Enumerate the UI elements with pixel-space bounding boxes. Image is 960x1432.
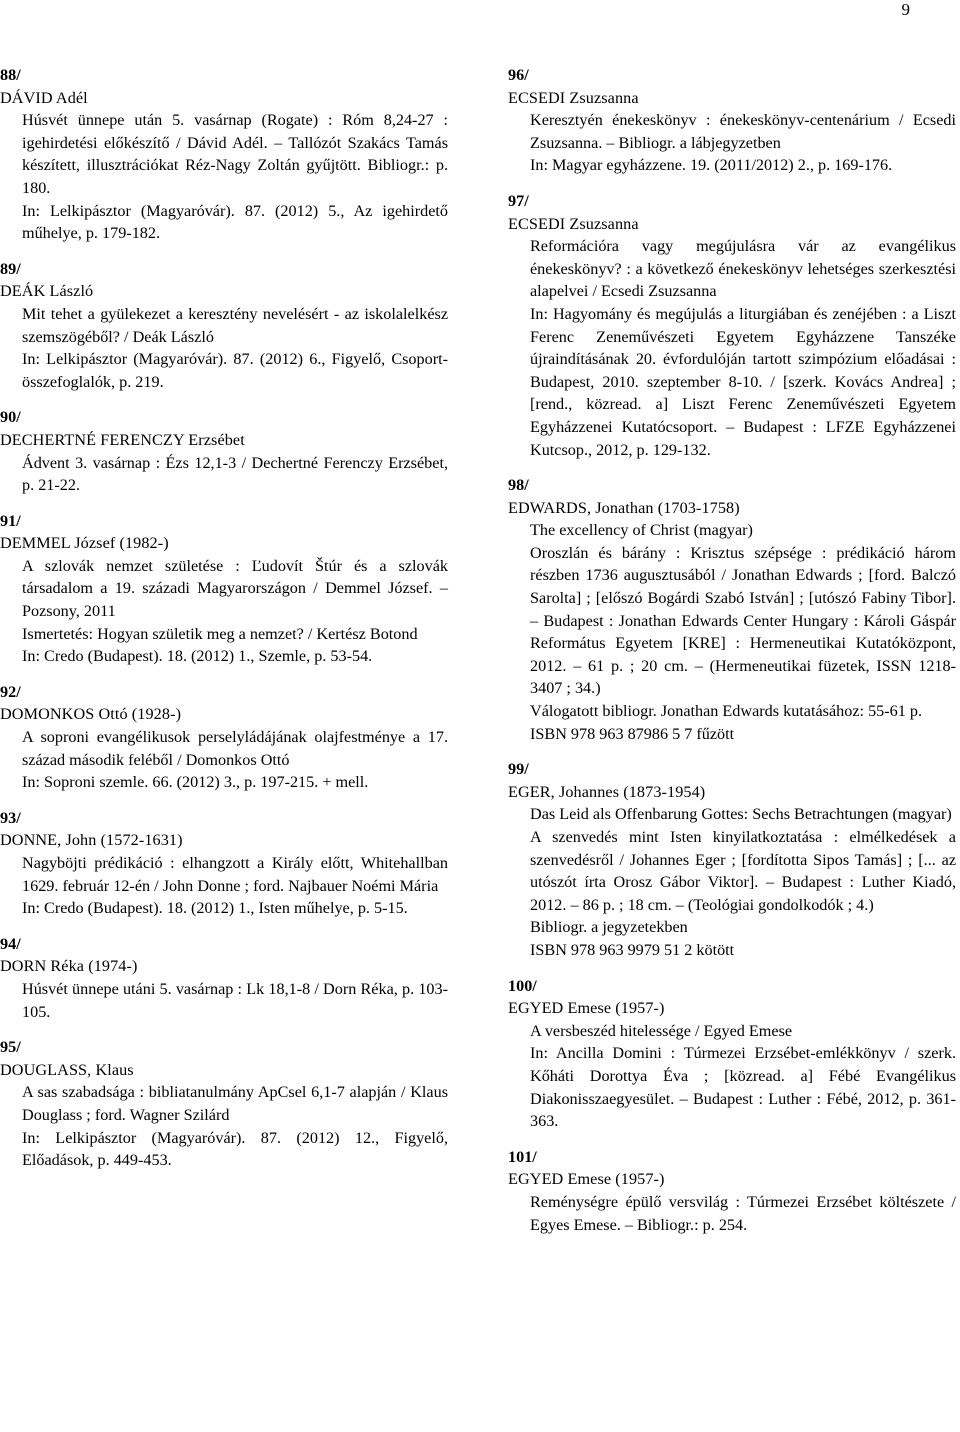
entry-number: 98/ — [508, 476, 529, 495]
entry-number: 95/ — [0, 1038, 21, 1057]
bibliography-entry — [508, 758, 956, 961]
bibliography-entry — [0, 510, 448, 668]
entry-number: 99/ — [508, 760, 529, 779]
bibliography-entry — [508, 975, 956, 1133]
entry-number: 90/ — [0, 408, 21, 427]
bibliography-entry — [0, 807, 448, 920]
entry-text: Húsvét ünnepe után 5. vasárnap (Rogate) : Róm 8,24-27 : igehirdetési előkészítő / Dávid Adél. – Tallózót Szakács Tamás készített, illusztrációkat Réz-Nagy Zoltán gyűjtött. Bibliogr.: p. 180. — [22, 111, 448, 197]
entry-number: 100/ — [508, 976, 537, 995]
entry-text: In: Lelkipásztor (Magyaróvár). 87. (2012) 6., Figyelő, Csoport-összefoglalók, p. 219. — [22, 350, 448, 391]
entry-author: DORN Réka (1974-) — [0, 957, 138, 976]
entry-author: ECSEDI Zsuzsanna — [508, 88, 639, 107]
bibliography-entry — [0, 258, 448, 394]
entry-author: DEÁK László — [0, 282, 94, 301]
entry-text: Nagyböjti prédikáció : elhangzott a Király előtt, Whitehallban 1629. február 12-én / John Donne ; ford. Najbauer Noémi Mária — [22, 854, 448, 895]
entry-text: In: Lelkipásztor (Magyaróvár). 87. (2012) 12., Figyelő, Előadások, p. 449-453. — [22, 1128, 448, 1170]
entry-text: A soproni evangélikusok perselyládájának olajfestménye a 17. század második feléből / Domonkos Ottó — [22, 728, 448, 769]
entry-author: ECSEDI Zsuzsanna — [508, 214, 639, 233]
entry-number: 97/ — [508, 191, 529, 210]
bibliography-entry — [0, 681, 448, 794]
entry-author: EGYED Emese (1957-) — [508, 1170, 665, 1189]
entry-author: DECHERTNÉ FERENCZY Erzsébet — [0, 430, 245, 449]
bibliography-entry — [0, 933, 448, 1023]
entry-number: 96/ — [508, 66, 529, 84]
right-column — [508, 64, 956, 1249]
entry-text: Ádvent 3. vasárnap : Ézs 12,1-3 / Dechertné Ferenczy Erzsébet, p. 21-22. — [22, 453, 448, 495]
entry-text: Ismertetés: Hogyan születik meg a nemzet? / Kertész Botond — [22, 624, 418, 643]
entry-author: EDWARDS, Jonathan (1703-1758) — [508, 498, 740, 517]
entry-number: 88/ — [0, 66, 21, 84]
entry-number: 89/ — [0, 259, 21, 278]
entry-text: Bibliogr. a jegyzetekben — [530, 918, 688, 937]
entry-text: A szlovák nemzet születése : Ľudovít Štúr és a szlovák társadalom a 19. századi Magyarországon / Demmel József. – Pozsony, 2011 — [22, 556, 448, 621]
entry-text: Das Leid als Offenbarung Gottes: Sechs Betrachtungen (magyar) — [530, 805, 952, 824]
entry-author: DOMONKOS Ottó (1928-) — [0, 705, 182, 724]
bibliography-entry — [0, 1036, 448, 1172]
entry-text: A szenvedés mint Isten kinyilatkoztatása : elmélkedések a szenvedésről / Johannes Eger ; [fordította Sipos Tamás] ; [... az utószót írta Orosz Gábor Viktor]. – Budapest : Luther Kiadó, 2012. – 86 p. ; 18 cm. – (Teológiai gondolkodók ; 4.) — [530, 828, 956, 914]
entry-text: Oroszlán és bárány : Krisztus szépsége : prédikáció három részben 1736 augusztusából / Jonathan Edwards ; [ford. Balczó Sarolta] ; [előszó Bogárdi Szabó István] ; [utószó Fabiny Tibor]. – Budapest : Jonathan Edwards Center Hungary : Károli Gáspár Református Egyetem [KRE] : Hermeneutikai Kutatóközpont, 2012. – 61 p. ; 20 cm. – (Hermeneutikai füzetek, ISSN 1218-3407 ; 34.) — [530, 543, 956, 698]
entry-number: 91/ — [0, 511, 21, 530]
bibliography-entry — [508, 1146, 956, 1236]
entry-text: Reformációra vagy megújulásra vár az evangélikus énekeskönyv? : a következő énekeskönyv lehetséges szerkesztési alapelvei / Ecsedi Zsuzsanna — [530, 237, 956, 301]
entry-author: EGER, Johannes (1873-1954) — [508, 782, 706, 801]
entry-author: EGYED Emese (1957-) — [508, 999, 665, 1018]
entry-text: Reménységre épülő versvilág : Túrmezei Erzsébet költészete / Egyes Emese. – Bibliogr.: p. 254. — [530, 1192, 956, 1234]
entry-text: A sas szabadsága : bibliatanulmány ApCsel 6,1-7 alapján / Klaus Douglass ; ford. Wagner Szilárd — [22, 1083, 448, 1124]
entry-text: The excellency of Christ (magyar) — [530, 521, 753, 540]
entry-author: DEMMEL József (1982-) — [0, 534, 169, 553]
entry-text: In: Lelkipásztor (Magyaróvár). 87. (2012) 5., Az igehirdető műhelye, p. 179-182. — [22, 201, 448, 243]
entry-text: Keresztyén énekeskönyv : énekeskönyv-centenárium / Ecsedi Zsuzsanna. – Bibliogr. a lábjegyzetben — [530, 111, 956, 152]
bibliography-entry — [508, 190, 956, 461]
page-number: 9 — [901, 0, 910, 19]
entry-text: ISBN 978 963 9979 51 2 kötött — [530, 940, 735, 959]
entry-text: ISBN 978 963 87986 5 7 fűzött — [530, 724, 735, 743]
entry-text: In: Hagyomány és megújulás a liturgiában és zenéjében : a Liszt Ferenc Zeneművészeti Egyetem Egyházzene Tanszéke újraindításának 20. évfordulóján tartott szimpózium előadásai : Budapest, 2010. szeptember 8-10. / [szerk. Kovács Andrea] ; [rend., közread. a] Liszt Ferenc Zeneművészeti Egyetem Egyházzenei Kutatócsoport. – Budapest : LFZE Egyházzenei Kutcsop., 2012, p. 129-132. — [530, 304, 956, 459]
entry-number: 101/ — [508, 1147, 537, 1166]
bibliography-entry — [508, 64, 956, 177]
left-column — [0, 64, 448, 1185]
entry-author: DÁVID Adél — [0, 88, 88, 107]
bibliography-entry — [0, 64, 448, 245]
entry-text: In: Credo (Budapest). 18. (2012) 1., Szemle, p. 53-54. — [22, 647, 373, 666]
entry-text: Húsvét ünnepe utáni 5. vasárnap : Lk 18,1-8 / Dorn Réka, p. 103-105. — [22, 979, 448, 1021]
entry-author: DONNE, John (1572-1631) — [0, 831, 183, 850]
entry-text: In: Ancilla Domini : Túrmezei Erzsébet-emlékkönyv / szerk. Kőháti Dorottya Éva ; [közread. a] Fébé Evangélikus Diakonisszaegyesület. – Budapest : Luther : Fébé, 2012, p. 361-363. — [530, 1044, 956, 1131]
entry-text: Mit tehet a gyülekezet a keresztény nevelésért - az iskolalelkész szemszögéből? / Deák László — [22, 304, 448, 346]
entry-text: In: Soproni szemle. 66. (2012) 3., p. 197-215. + mell. — [22, 773, 369, 792]
entry-text: Válogatott bibliogr. Jonathan Edwards kutatásához: 55-61 p. — [530, 702, 923, 721]
entry-number: 92/ — [0, 682, 21, 701]
entry-author: DOUGLASS, Klaus — [0, 1060, 134, 1079]
entry-number: 93/ — [0, 808, 21, 827]
entry-number: 94/ — [0, 934, 21, 953]
entry-text: A versbeszéd hitelessége / Egyed Emese — [530, 1021, 793, 1040]
entry-text: In: Magyar egyházzene. 19. (2011/2012) 2., p. 169-176. — [530, 156, 893, 175]
bibliography-entry — [0, 406, 448, 496]
bibliography-entry — [508, 474, 956, 745]
entry-text: In: Credo (Budapest). 18. (2012) 1., Isten műhelye, p. 5-15. — [22, 899, 408, 918]
